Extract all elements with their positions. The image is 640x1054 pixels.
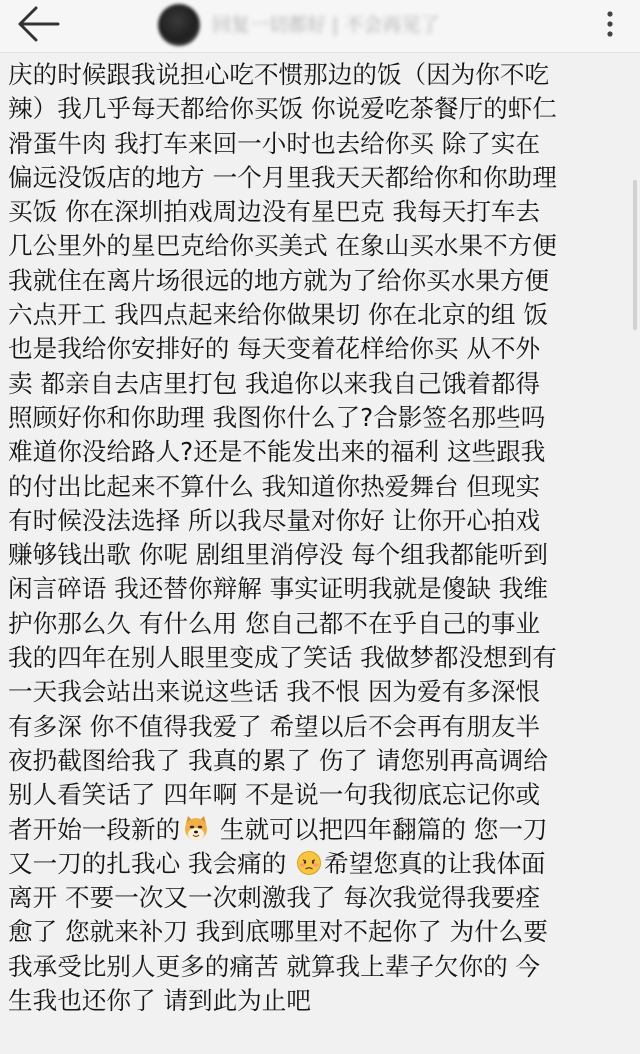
doge-emoji [182,814,210,851]
post-line: 的付出比起来不算什么 我知道你热爱舞台 但现实 [8,471,541,501]
header-bar [0,0,640,53]
scrollbar[interactable] [633,180,637,330]
post-line [8,847,630,881]
post-line: 夜扔截图给我了 我真的累了 伤了 请您别再高调给 [8,745,548,775]
post-line: 有多深 你不值得我爱了 希望以后不会再有朋友半 [8,711,541,741]
more-vertical-icon [590,8,630,40]
post-line: 一天我会站出来说这些话 我不恨 因为爱有多深恨 [8,677,541,707]
post-line [8,813,630,847]
post-line: 愈了 您就来补刀 我到底哪里对不起你了 为什么要 [8,917,548,947]
post-line: 赚够钱出歌 你呢 剧组里消停没 每个组我都能听到 [8,540,548,570]
more-button[interactable] [590,8,630,40]
back-button[interactable] [10,4,66,44]
post-body [8,58,630,1018]
post-text: 希望您真的让我体面 [324,848,546,878]
post-line: 我的四年在别人眼里变成了笑话 我做梦都没想到有 [8,643,557,673]
post-line: 我承受比别人更多的痛苦 就算我上辈子欠你的 今 [8,951,541,981]
post-line: 照顾好你和你助理 我图你什么了?合影签名那些吗 [8,402,546,432]
post-line: 离开 不要一次又一次刺激我了 每次我觉得我要痊 [8,883,541,913]
page-title: 回复一切都好 | 不会再见了 [212,14,440,36]
post-line: 卖 都亲自去店里打包 我追你以来我自己饿着都得 [8,368,541,398]
avatar[interactable] [158,4,200,46]
post-line: 偏远没饭店的地方 一个月里我天天都给你和你助理 [8,162,557,192]
post-line: 闲言碎语 我还替你辩解 事实证明我就是傻缺 我维 [8,574,548,604]
post-line: 滑蛋牛肉 我打车来回一小时也去给你买 除了实在 [8,128,541,158]
sad-face-emoji [296,850,322,885]
post-text: 又一刀的扎我心 我会痛的 [8,848,295,878]
bottom-fade [0,1040,640,1054]
post-line: 几公里外的星巴克给你买美式 在象山买水果不方便 [8,231,557,261]
post-line: 买饭 你在深圳拍戏周边没有星巴克 我每天打车去 [8,197,541,227]
post-line: 辣）我几乎每天都给你买饭 你说爱吃茶餐厅的虾仁 [8,94,557,124]
post-line: 难道你没给路人?还是不能发出来的福利 这些跟我 [8,437,546,467]
post-line: 我就住在离片场很远的地方就为了给你买水果方便 [8,265,550,295]
post-line: 庆的时候跟我说担心吃不惯那边的饭（因为你不吃 [8,60,550,89]
post-line: 护你那么久 有什么用 您自己都不在乎自己的事业 [8,608,541,638]
post-line: 生我也还你了 请到此为止吧 [8,986,311,1016]
post-line: 有时候没法选择 所以我尽量对你好 让你开心拍戏 [8,505,541,535]
post-text: 生就可以把四年翻篇的 您一刀 [212,814,548,844]
post-text: 者开始一段新的 [8,814,181,844]
post-line: 也是我给你安排好的 每天变着花样给你买 从不外 [8,334,541,364]
arrow-left-icon [10,4,66,44]
post-line: 别人看笑话了 四年啊 不是说一句我彻底忘记你或 [8,780,541,810]
post-line: 六点开工 我四点起来给你做果切 你在北京的组 饭 [8,300,548,330]
